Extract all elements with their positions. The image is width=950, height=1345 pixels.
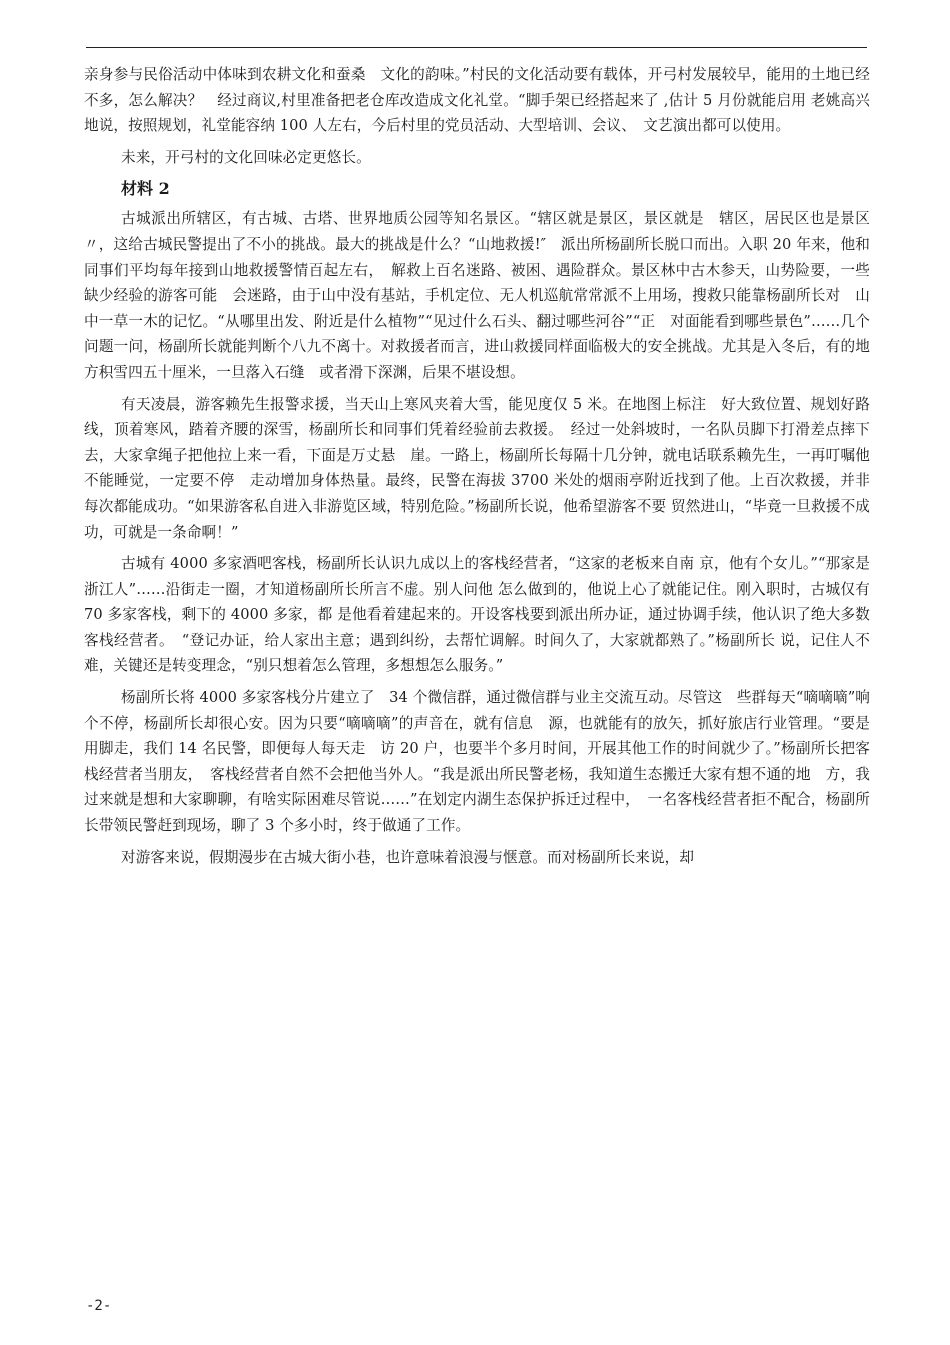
paragraph-wechat-groups: 杨副所长将 4000 多家客栈分片建立了 34 个微信群，通过微信群与业主交流互动。尽管这 些群每天“嘀嘀嘀”响个不停，杨副所长却很心安。因为只要“嘀嘀嘀”的声音在，就有信息 源，也就能有的放矢，抓好旅店行业管理。“要是用脚走，我们 14 名民警，即便每人每天走 访 20 户，也要半个多月时间，开展其他工作的时间就少了。”杨副所长把客栈经营者当朋友， 客栈经营者自然不会把他当外人。“我是派出所民警老杨，我知道生态搬迁大家有想不通的地 方，我过来就是想和大家聊聊，有啥实际困难尽管说……”在划定内湖生态保护拆迁过程中， 一名客栈经营者拒不配合，杨副所长带领民警赶到现场，聊了 3 个多小时，终于做通了工作。 <box>84 689 870 835</box>
paragraph-inn-owners: 古城有 4000 多家酒吧客栈，杨副所长认识九成以上的客栈经营者，“这家的老板来自南 京，他有个女儿。”“那家是浙江人”……沿街走一圈，才知道杨副所长所言不虚。别人问他 怎么做到的，他说上心了就能记住。刚入职时，古城仅有 70 多家客栈，剩下的 4000 多家，都 是他看着建起来的。开设客栈要到派出所办证，通过协调手续，他认识了绝大多数客栈经营者。 “登记办证，给人家出主意；遇到纠纷，去帮忙调解。时间久了，大家就都熟了。”杨副所长 说，记住人不难，关键还是转变理念，“别只想着怎么管理，多想想怎么服务。” <box>84 555 870 675</box>
paragraph-closing: 对游客来说，假期漫步在古城大街小巷，也许意味着浪漫与惬意。而对杨副所长来说，却 <box>121 848 695 866</box>
section-heading-material-2: 材料 2 <box>121 179 170 199</box>
paragraph-mountain-rescue: 古城派出所辖区，有古城、古塔、世界地质公园等知名景区。“辖区就是景区，景区就是 辖区，居民区也是景区〃，这给古城民警提出了不小的挑战。最大的挑战是什么？“山地救援!″ 派出所杨副所长脱口而出。入职 20 年来，他和同事们平均每年接到山地救援警情百起左右， 解救上百名迷路、被困、遇险群众。景区林中古木参天，山势险要，一些缺少经验的游客可能 会迷路，由于山中没有基站，手机定位、无人机巡航常常派不上用场，搜救只能靠杨副所长对 山中一草一木的记忆。“从哪里出发、附近是什么植物”“见过什么石头、翻过哪些河谷”“正 对面能看到哪些景色”……几个问题一问，杨副所长就能判断个八九不离十。对救援者而言，进山救援同样面临极大的安全挑战。尤其是入冬后，有的地方积雪四五十厘米，一旦落入石缝 或者滑下深渊，后果不堪设想。 <box>84 210 870 381</box>
page-number: -2- <box>86 1298 112 1314</box>
paragraph-rescue-story: 有天凌晨，游客赖先生报警求援，当天山上寒风夹着大雪，能见度仅 5 米。在地图上标注 好大致位置、规划好路线，顶着寒风，踏着齐腰的深雪，杨副所长和同事们凭着经验前去救援。 经过一处斜坡时，一名队员脚下打滑差点摔下去，大家拿绳子把他拉上来一看，下面是万丈悬 崖。一路上，杨副所长每隔十几分钟，就电话联系赖先生，一再叮嘱他不能睡觉，一定要不停 走动增加身体热量。最终，民警在海拔 3700 米处的烟雨亭附近找到了他。上百次救援，并非 每次都能成功。“如果游客私自进入非游览区域，特别危险。”杨副所长说，他希望游客不要 贸然进山，“毕竟一旦救援不成功，可就是一条命啊！” <box>84 395 885 541</box>
header-rule <box>86 47 867 48</box>
paragraph-future: 未来，开弓村的文化回味必定更悠长。 <box>121 148 371 166</box>
paragraph-continued: 亲身参与民俗活动中体味到农耕文化和蚕桑 文化的韵味。”村民的文化活动要有载体，开弓村发展较早，能用的土地已经不多，怎么解决？ 经过商议,村里准备把老仓库改造成文化礼堂。“脚手架已经搭起来了 ,估计 5 月份就能启用 老姚高兴地说，按照规划，礼堂能容纳 100 人左右，今后村里的党员活动、大型培训、会议、 文艺演出都可以使用。 <box>84 66 870 135</box>
document-body <box>84 62 885 876</box>
